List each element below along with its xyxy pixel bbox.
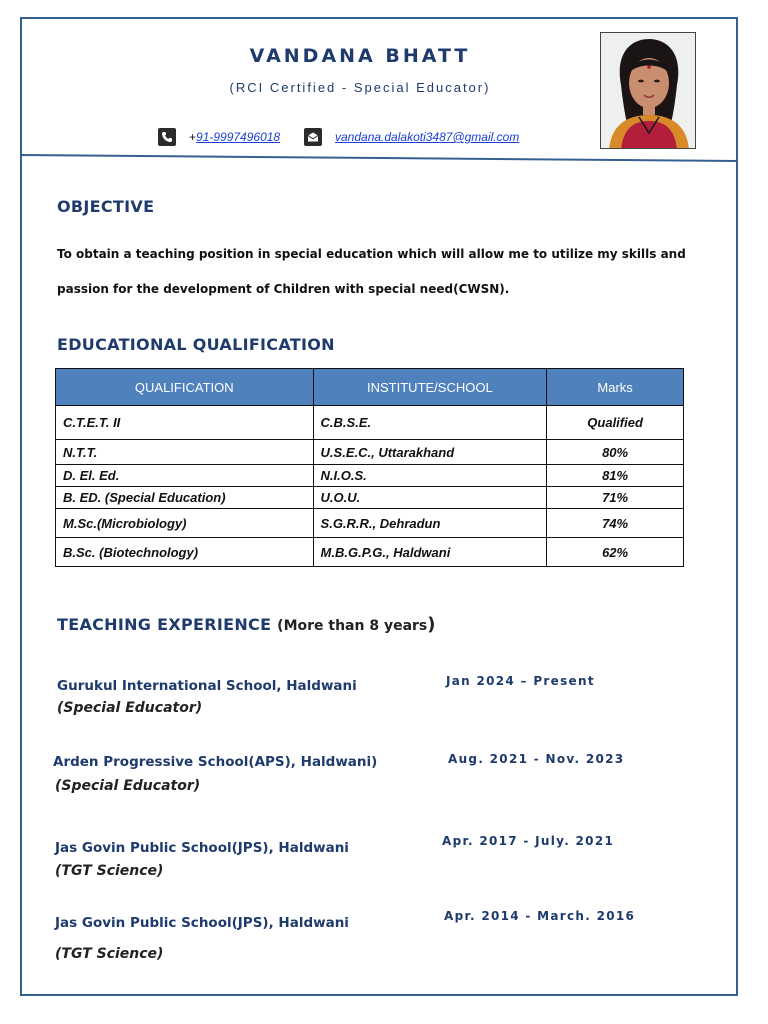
qualification-cell: N.T.T. xyxy=(56,440,314,465)
experience-school: Gurukul International School, Haldwani xyxy=(57,678,357,694)
experience-duration-text: (More than 8 years xyxy=(277,618,428,634)
institute-cell: N.I.O.S. xyxy=(313,465,547,487)
experience-dates: Aug. 2021 - Nov. 2023 xyxy=(448,752,625,766)
education-table xyxy=(55,368,684,567)
marks-cell: Qualified xyxy=(547,406,684,440)
institute-cell: S.G.R.R., Dehradun xyxy=(313,509,547,538)
marks-cell: 81% xyxy=(547,465,684,487)
institute-cell: M.B.G.P.G., Haldwani xyxy=(313,538,547,567)
qualification-cell: M.Sc.(Microbiology) xyxy=(56,509,314,538)
qualification-cell: C.T.E.T. II xyxy=(56,406,314,440)
experience-dates: Apr. 2017 - July. 2021 xyxy=(442,834,615,848)
experience-role: (TGT Science) xyxy=(55,946,164,962)
column-header-marks: Marks xyxy=(547,369,684,406)
marks-cell: 62% xyxy=(547,538,684,567)
phone-prefix: + xyxy=(189,130,197,144)
table-row xyxy=(56,465,684,487)
column-header-institute: INSTITUTE/SCHOOL xyxy=(313,369,547,406)
email-contact xyxy=(304,128,519,146)
marks-cell: 80% xyxy=(547,440,684,465)
phone-contact xyxy=(158,128,280,146)
phone-link[interactable]: 91-9997496018 xyxy=(196,130,281,144)
table-row xyxy=(56,487,684,509)
experience-duration-close: ) xyxy=(427,614,436,635)
institute-cell: C.B.S.E. xyxy=(313,406,547,440)
candidate-name: VANDANA BHATT xyxy=(249,45,471,67)
table-row xyxy=(56,509,684,538)
objective-line-1: To obtain a teaching position in special education which will allow me to utilize my skills and xyxy=(57,247,686,261)
candidate-subtitle: (RCI Certified - Special Educator) xyxy=(229,80,491,95)
experience-duration xyxy=(277,614,436,635)
profile-photo xyxy=(600,32,696,149)
table-row xyxy=(56,440,684,465)
experience-role: (Special Educator) xyxy=(57,700,203,716)
experience-title: TEACHING EXPERIENCE xyxy=(57,615,278,634)
experience-dates: Apr. 2014 - March. 2016 xyxy=(444,909,636,923)
education-heading: EDUCATIONAL QUALIFICATION xyxy=(57,335,335,354)
experience-school: Jas Govin Public School(JPS), Haldwani xyxy=(55,915,349,931)
experience-role: (Special Educator) xyxy=(55,778,201,794)
marks-cell: 71% xyxy=(547,487,684,509)
experience-heading xyxy=(57,614,436,635)
experience-school: Arden Progressive School(APS), Haldwani) xyxy=(53,754,378,770)
table-header-row xyxy=(56,369,684,406)
table-row xyxy=(56,538,684,567)
email-link[interactable]: vandana.dalakoti3487@gmail.com xyxy=(335,130,520,144)
mail-icon xyxy=(304,128,322,146)
objective-text xyxy=(57,237,697,307)
institute-cell: U.O.U. xyxy=(313,487,547,509)
table-row xyxy=(56,406,684,440)
experience-role: (TGT Science) xyxy=(55,863,164,879)
column-header-qualification: QUALIFICATION xyxy=(56,369,314,406)
phone-icon xyxy=(158,128,176,146)
experience-school: Jas Govin Public School(JPS), Haldwani xyxy=(55,840,349,856)
qualification-cell: D. El. Ed. xyxy=(56,465,314,487)
objective-line-2: passion for the development of Children with special need(CWSN). xyxy=(57,282,510,296)
objective-heading: OBJECTIVE xyxy=(57,197,155,216)
experience-dates: Jan 2024 – Present xyxy=(446,674,595,688)
qualification-cell: B. ED. (Special Education) xyxy=(56,487,314,509)
qualification-cell: B.Sc. (Biotechnology) xyxy=(56,538,314,567)
institute-cell: U.S.E.C., Uttarakhand xyxy=(313,440,547,465)
marks-cell: 74% xyxy=(547,509,684,538)
